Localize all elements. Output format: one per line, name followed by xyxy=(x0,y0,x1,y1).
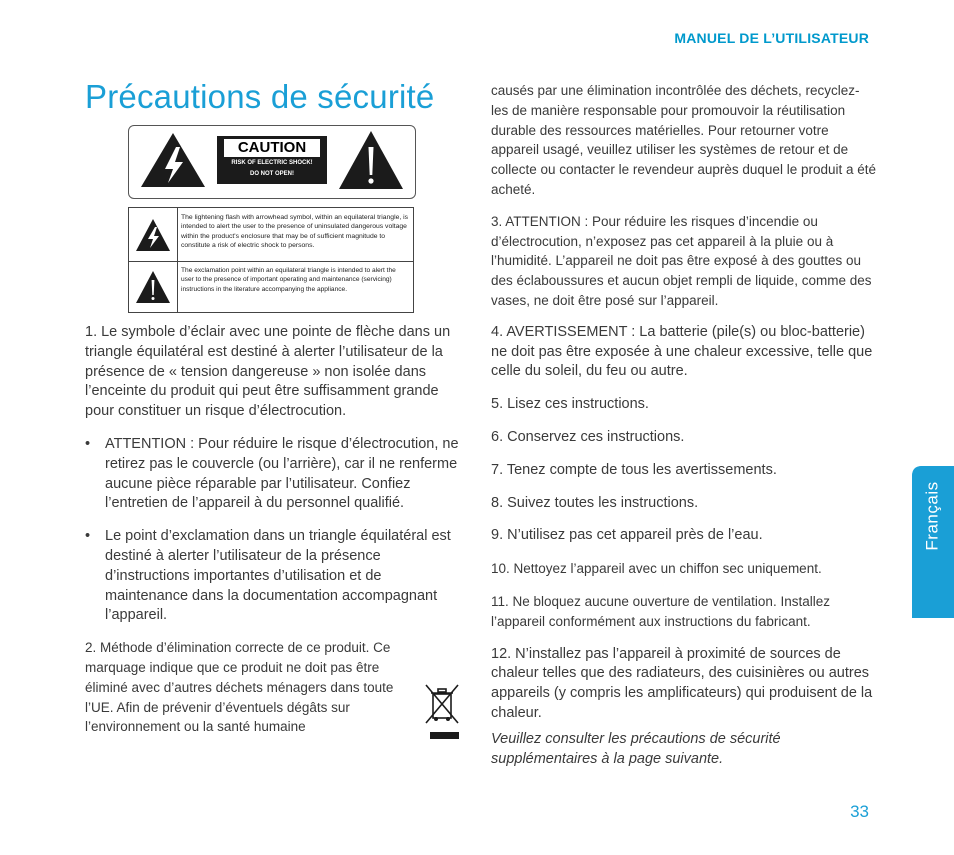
page-title: Précautions de sécurité xyxy=(85,78,435,115)
symbol-cell xyxy=(129,208,178,261)
paragraph-6: 6. Conservez ces instructions. xyxy=(491,428,685,445)
manual-header: MANUEL DE L’UTILISATEUR xyxy=(674,30,869,46)
caution-center-panel xyxy=(217,136,327,184)
exclamation-triangle-icon xyxy=(337,129,405,191)
see-next-page-note: Veuillez consulter les précautions de sécurité supplémentaires à la page suivante. xyxy=(491,730,781,767)
bullet-dot: • xyxy=(85,528,91,545)
symbol-row-exclamation xyxy=(129,261,413,313)
symbol-explanation-table xyxy=(128,207,414,313)
crossed-bin-icon xyxy=(422,681,462,741)
paragraph-2: 2. Méthode d’élimination correcte de ce produit. Ce marquage indique que ce produit ne doit pas être éliminé avec d’autres déchets ménagers dans toute l’UE. Afin de prévenir d’éventuels dégâts sur l’environnement ou la santé humaine xyxy=(85,640,394,735)
bullet-dot: • xyxy=(85,435,91,452)
symbol-row-lightning xyxy=(129,208,413,262)
paragraph-3-lead: 3. ATTENTION : xyxy=(491,213,593,229)
exclamation-triangle-icon xyxy=(135,270,171,304)
paragraph-7: 7. Tenez compte de tous les avertissements. xyxy=(491,461,777,478)
paragraph-continued: causés par une élimination incontrôlée des déchets, recyclez-les de manière responsable pour promouvoir la réutilisation durable des ressources matérielles. Pour retourner votre appareil usagé, veuillez utiliser les systèmes de retour et de collecte ou contacter le revendeur auprès duquel le produit a été acheté. xyxy=(491,83,877,197)
paragraph-9: 9. N’utilisez pas cet appareil près de l’eau. xyxy=(491,527,763,544)
language-tab-label xyxy=(912,466,954,566)
paragraph-1: 1. Le symbole d’éclair avec une pointe de flèche dans un triangle équilatéral est destiné à alerter l’utilisateur de la présence de « tension dangereuse » non isolée dans l’enceinte du produit qui peut être suffisamment grande pour constituer un risque d’électrocution. xyxy=(85,324,451,420)
paragraph-10: 10. Nettoyez l’appareil avec un chiffon sec uniquement. xyxy=(491,561,822,577)
paragraph-12: 12. N’installez pas l’appareil à proximité de sources de chaleur telles que des radiateurs, des cuisinières ou autres appareils (y compris les amplificateurs) qui produisent de la chaleur. xyxy=(491,645,873,721)
bullet-attention xyxy=(85,435,460,514)
bullet-attention-text: ATTENTION : Pour réduire le risque d’électrocution, ne retirez pas le couvercle (ou l’arrière), car il ne renferme aucune pièce réparable par l’utilisateur. Confiez l’entretien de l’appareil à du personnel qualifié. xyxy=(105,435,459,512)
caution-line-1: RISK OF ELECTRIC SHOCK! xyxy=(231,160,313,166)
paragraph-11: 11. Ne bloquez aucune ouverture de ventilation. Installez l’appareil conformément aux instructions du fabricant. xyxy=(491,593,830,629)
lightning-triangle-icon xyxy=(139,131,207,189)
paragraph-4 xyxy=(491,323,876,382)
paragraph-4-text: La batterie (pile(s) ou bloc-batterie) ne doit pas être exposée à une chaleur excessive, telle que celle du soleil, du feu ou autre. xyxy=(491,323,873,380)
caution-label xyxy=(128,125,416,199)
lightning-triangle-icon xyxy=(135,218,171,252)
language-label: Français xyxy=(923,481,942,551)
paragraph-3-text: Pour réduire les risques d’incendie ou d’électrocution, n’exposez pas cet appareil à la pluie ou à l’humidité. L’appareil ne doit pas être exposé à des gouttes ou des éclaboussures et aucun objet rempli de liquide, comme des vases, ne doit être posé sur l’appareil. xyxy=(491,213,872,308)
paragraph-4-lead: 4. AVERTISSEMENT : xyxy=(491,323,640,340)
paragraph-3 xyxy=(491,212,876,311)
caution-word: CAUTION xyxy=(224,139,320,157)
right-column xyxy=(491,81,876,769)
symbol-cell xyxy=(129,261,178,313)
paragraph-5: 5. Lisez ces instructions. xyxy=(491,396,649,413)
bullet-exclamation-text: Le point d’exclamation dans un triangle équilatéral est destiné à alerter l’utilisateur de la présence d’instructions importantes d’utilisation et de maintenance dans la documentation accompagnant l’appareil. xyxy=(105,528,451,624)
page-number: 33 xyxy=(850,802,869,821)
bullet-exclamation xyxy=(85,527,460,626)
exclamation-explanation: The exclamation point within an equilateral triangle is intended to alert the user to the presence of important operating and maintenance (servicing) instructions in the literature accompanying the appliance. xyxy=(181,267,396,293)
left-column xyxy=(85,323,460,737)
paragraph-8: 8. Suivez toutes les instructions. xyxy=(491,494,699,511)
lightning-explanation: The lightening flash with arrowhead symbol, within an equilateral triangle, is intended to alert the user to the presence of uninsulated dangerous voltage within the product's enclosure that may be of sufficient magnitude to constitute a risk of electric shock to persons. xyxy=(181,214,409,250)
caution-line-2: DO NOT OPEN! xyxy=(249,171,294,177)
